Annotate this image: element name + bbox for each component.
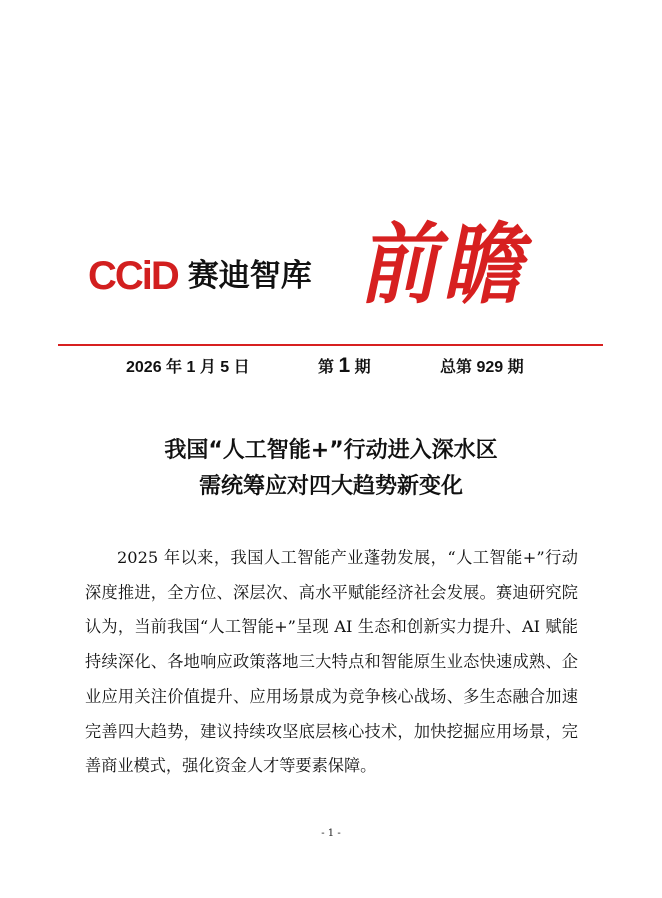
title-line-1: 我国“人工智能+”行动进入深水区	[164, 438, 498, 463]
article-title	[0, 433, 662, 505]
logo-chinese: 赛迪智库	[187, 257, 312, 294]
column-calligraphy-title: 前瞻	[354, 212, 544, 316]
logo-latin: CCiD	[88, 254, 178, 298]
issue-number-prefix: 第	[318, 359, 335, 376]
issue-number-suffix: 期	[354, 359, 371, 376]
title-line-2: 需统筹应对四大趋势新变化	[198, 474, 463, 499]
page-number: - 1 -	[321, 828, 341, 839]
issue-info	[0, 350, 662, 380]
issue-number-value: 1	[338, 354, 351, 377]
issue-total: 总第 929 期	[440, 359, 524, 376]
masthead-divider	[58, 344, 603, 346]
abstract-paragraph: 2025 年以来，我国人工智能产业蓬勃发展，“人工智能+”行动深度推进，全方位、深层次、高水平赋能经济社会发展。赛迪研究院认为，当前我国“人工智能+”呈现 AI 生态和创新实力提升、AI 赋能持续深化、各地响应政策落地三大特点和智能原生业态快速成熟、企业应用关注价值提升、应用场景成为竞争核心战场、多生态融合加速完善四大趋势，建议持续攻坚底层核心技术，加快挖掘应用场景，完善商业模式，强化资金人才等要素保障。	[85, 548, 578, 776]
issue-number	[318, 354, 371, 378]
issue-date: 2026 年 1 月 5 日	[126, 359, 250, 376]
ccid-logo	[88, 256, 312, 296]
